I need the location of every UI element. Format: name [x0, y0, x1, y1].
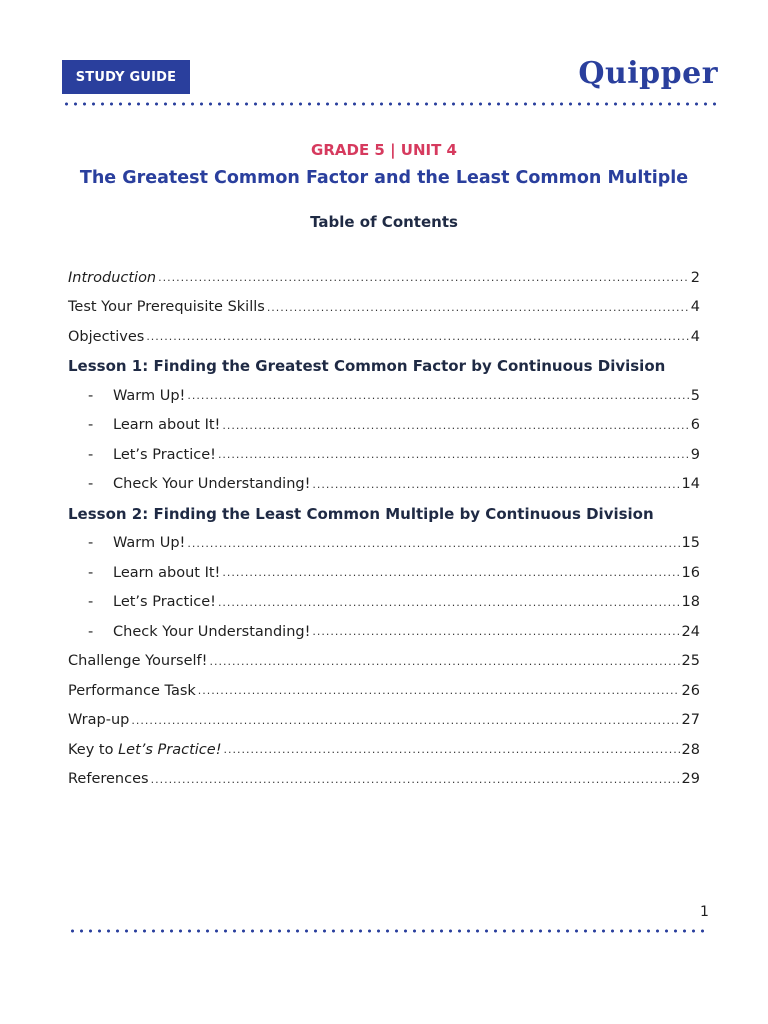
toc-entry-label: Let’s Practice! [113, 594, 216, 611]
toc-entry-page: 15 [681, 535, 700, 552]
bottom-dotted-divider [68, 929, 710, 933]
lesson-1-heading [68, 352, 700, 382]
toc-subentry [68, 617, 700, 647]
toc-entry-label: Objectives [68, 328, 145, 345]
bullet-dash: - [88, 446, 94, 463]
dot-leader [312, 476, 679, 493]
toc-entry-label: Check Your Understanding! [113, 623, 311, 640]
bullet-dash: - [88, 564, 94, 581]
toc-subentry [68, 558, 700, 588]
toc-entry-page: 24 [681, 623, 700, 640]
table-of-contents [68, 263, 700, 794]
toc-entry-label: Challenge Yourself! [68, 653, 208, 670]
dot-leader [151, 771, 680, 788]
toc-entry-page: 26 [681, 682, 700, 699]
page-title: The Greatest Common Factor and the Least Common Multiple [79, 168, 689, 188]
dot-leader [224, 741, 680, 758]
dot-leader [146, 328, 688, 345]
toc-entry-page: 6 [690, 417, 700, 434]
toc-entry-page: 27 [681, 712, 700, 729]
toc-entry-label: Introduction [68, 269, 157, 286]
toc-subentry [68, 588, 700, 618]
bullet-dash: - [88, 387, 94, 404]
toc-entry-references [68, 765, 700, 795]
bullet-dash: - [88, 594, 94, 611]
quipper-logo: Quipper [578, 56, 718, 91]
toc-subentry [68, 411, 700, 441]
toc-entry-label: Warm Up! [113, 387, 186, 404]
page-number: 1 [700, 904, 709, 920]
toc-entry-label: Wrap-up [68, 712, 130, 729]
dot-leader [209, 653, 679, 670]
dot-leader [158, 269, 689, 286]
toc-entry-page: 5 [690, 387, 700, 404]
toc-entry-key [68, 735, 700, 765]
toc-entry-wrap-up [68, 706, 700, 736]
toc-entry-label: Performance Task [68, 682, 196, 699]
toc-entry-page: 14 [681, 476, 700, 493]
grade-unit-label: GRADE 5 | UNIT 4 [311, 141, 457, 159]
toc-entry-label: Learn about It! [113, 564, 221, 581]
lesson-title: Lesson 2: Finding the Least Common Multiple by Continuous Division [68, 504, 654, 523]
toc-entry-label: Test Your Prerequisite Skills [68, 299, 265, 316]
dot-leader [187, 387, 688, 404]
toc-entry-page: 25 [681, 653, 700, 670]
toc-entry-label [68, 742, 222, 758]
toc-subentry [68, 381, 700, 411]
toc-entry-page: 9 [690, 446, 700, 463]
toc-subentry [68, 529, 700, 559]
toc-entry-page: 4 [690, 299, 700, 316]
study-guide-badge: STUDY GUIDE [62, 60, 190, 94]
bullet-dash: - [88, 623, 94, 640]
toc-entry-label: Let’s Practice! [113, 446, 216, 463]
dot-leader [131, 712, 679, 729]
toc-entry-page: 28 [681, 741, 700, 758]
toc-entry-introduction [68, 263, 700, 293]
toc-entry-performance-task [68, 676, 700, 706]
key-prefix: Key to [68, 741, 119, 758]
dot-leader [198, 682, 680, 699]
toc-entry-label: Learn about It! [113, 417, 221, 434]
toc-subentry [68, 470, 700, 500]
lesson-title: Lesson 1: Finding the Greatest Common Factor by Continuous Division [68, 357, 666, 376]
lesson-2-heading [68, 499, 700, 529]
toc-entry-page: 2 [690, 269, 700, 286]
toc-entry-challenge [68, 647, 700, 677]
toc-entry-label: Check Your Understanding! [113, 476, 311, 493]
toc-heading: Table of Contents [310, 213, 458, 231]
dot-leader [267, 299, 689, 316]
dot-leader [312, 623, 679, 640]
key-italic: Let’s Practice! [118, 741, 222, 758]
dot-leader [222, 564, 679, 581]
dot-leader [218, 594, 680, 611]
toc-entry-page: 18 [681, 594, 700, 611]
toc-entry-label: References [68, 771, 149, 788]
toc-entry-objectives [68, 322, 700, 352]
dot-leader [218, 446, 689, 463]
bullet-dash: - [88, 476, 94, 493]
bullet-dash: - [88, 417, 94, 434]
dot-leader [187, 535, 679, 552]
bullet-dash: - [88, 535, 94, 552]
top-dotted-divider [62, 102, 720, 106]
toc-subentry [68, 440, 700, 470]
dot-leader [222, 417, 688, 434]
toc-entry-prerequisite-skills [68, 293, 700, 323]
toc-entry-page: 4 [690, 328, 700, 345]
toc-entry-label: Warm Up! [113, 535, 186, 552]
toc-entry-page: 29 [681, 771, 700, 788]
toc-entry-page: 16 [681, 564, 700, 581]
